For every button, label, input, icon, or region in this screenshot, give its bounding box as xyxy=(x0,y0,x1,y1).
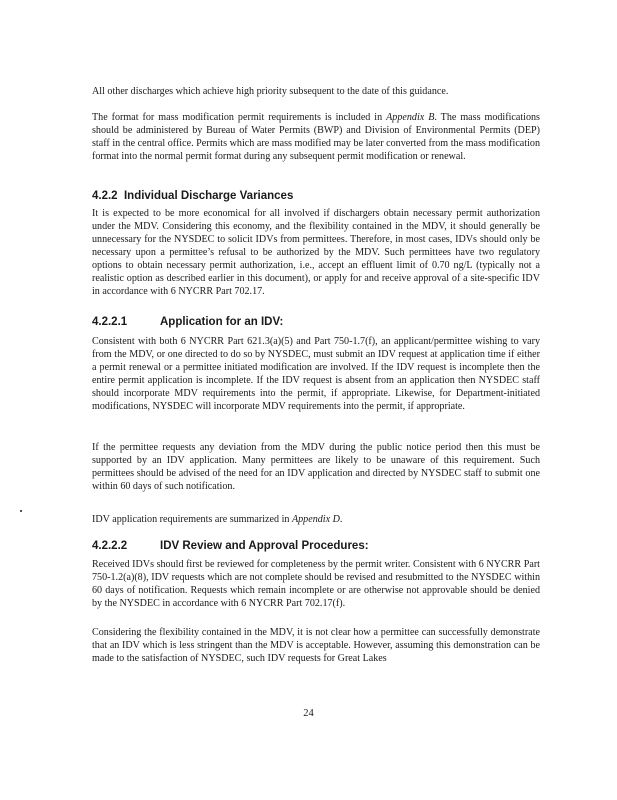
flexibility-paragraph: Considering the flexibility contained in the MDV, it is not clear how a permittee can successfully demonstrate that an IDV which is less stringent than the MDV is acceptable. However, assuming this demonstration can be made to the satisfaction of NYSDEC, such IDV requests for Great Lakes xyxy=(92,627,540,664)
mass-modification-paragraph: The format for mass modification permit requirements is included in Appendix B. The mass modifications should be administered by Bureau of Water Permits (BWP) and Division of Environmental Permits (DEP) staff in the central office. Permits which are mass modified may be later converted from the mass modification format into the normal permit format during any subsequent permit modification or renewal. xyxy=(92,112,540,162)
scan-speck xyxy=(20,510,22,512)
appendix-d-reference: Appendix D xyxy=(291,514,340,525)
page-number: 24 xyxy=(303,708,314,719)
section-heading-4-2-2-1: 4.2.2.1 Application for an IDV: xyxy=(92,316,284,328)
individual-variances-paragraph: It is expected to be more economical for all involved if dischargers obtain necessary permit authorization under the MDV. Considering this economy, and the flexibility contained in the MDV, it should generally be unnecessary for the NYSDEC to solicit IDVs from permittees. Therefore, in most cases, IDVs should only be necessary upon a permittee’s refusal to be authorized by the MDV. Such permittees have two regulatory options to obtain necessary permit authorization, i.e., accept an effluent limit of 0.70 ng/L (typically not a realistic option as described earlier in this document), or apply for and receive approval of a site-specific IDV in accordance with 6 NYCRR Part 702.17. xyxy=(92,208,540,297)
appendix-b-reference: Appendix B xyxy=(386,112,435,123)
section-heading-4-2-2-2: 4.2.2.2 IDV Review and Approval Procedures: xyxy=(92,540,369,552)
intro-paragraph: All other discharges which achieve high priority subsequent to the date of this guidance. xyxy=(92,86,449,97)
section-heading-4-2-2: 4.2.2 Individual Discharge Variances xyxy=(92,190,294,202)
public-notice-paragraph: If the permittee requests any deviation from the MDV during the public notice period then this must be supported by an IDV application. Many permittees are likely to be unaware of this requirement. Such permittees should be advised of the need for an IDV application and directed by NYSDEC staff to submit one within 60 days of such notification. xyxy=(92,442,540,492)
idv-application-paragraph: Consistent with both 6 NYCRR Part 621.3(a)(5) and Part 750-1.7(f), an applicant/permittee wishing to vary from the MDV, or one directed to do so by NYSDEC, must submit an IDV request at application time if either a permit renewal or a permittee initiated modification are involved. If the IDV request is incomplete then the entire permit application is incomplete. If the IDV request is absent from an application then NYSDEC staff should incorporate MDV requirements into the permit, if appropriate. Likewise, for Department-initiated modifications, NYSDEC will incorporate MDV requirements into the permit, if appropriate. xyxy=(92,336,540,412)
appendix-d-paragraph: IDV application requirements are summarized in Appendix D. xyxy=(92,514,343,525)
idv-review-paragraph: Received IDVs should first be reviewed for completeness by the permit writer. Consistent with 6 NYCRR Part 750-1.2(a)(8), IDV requests which are not complete should be revised and resubmitted to the NYSDEC within 60 days of notification. Requests which remain incomplete or are otherwise not approvable should be denied by the NYSDEC in accordance with 6 NYCRR Part 702.17(f). xyxy=(92,559,540,609)
